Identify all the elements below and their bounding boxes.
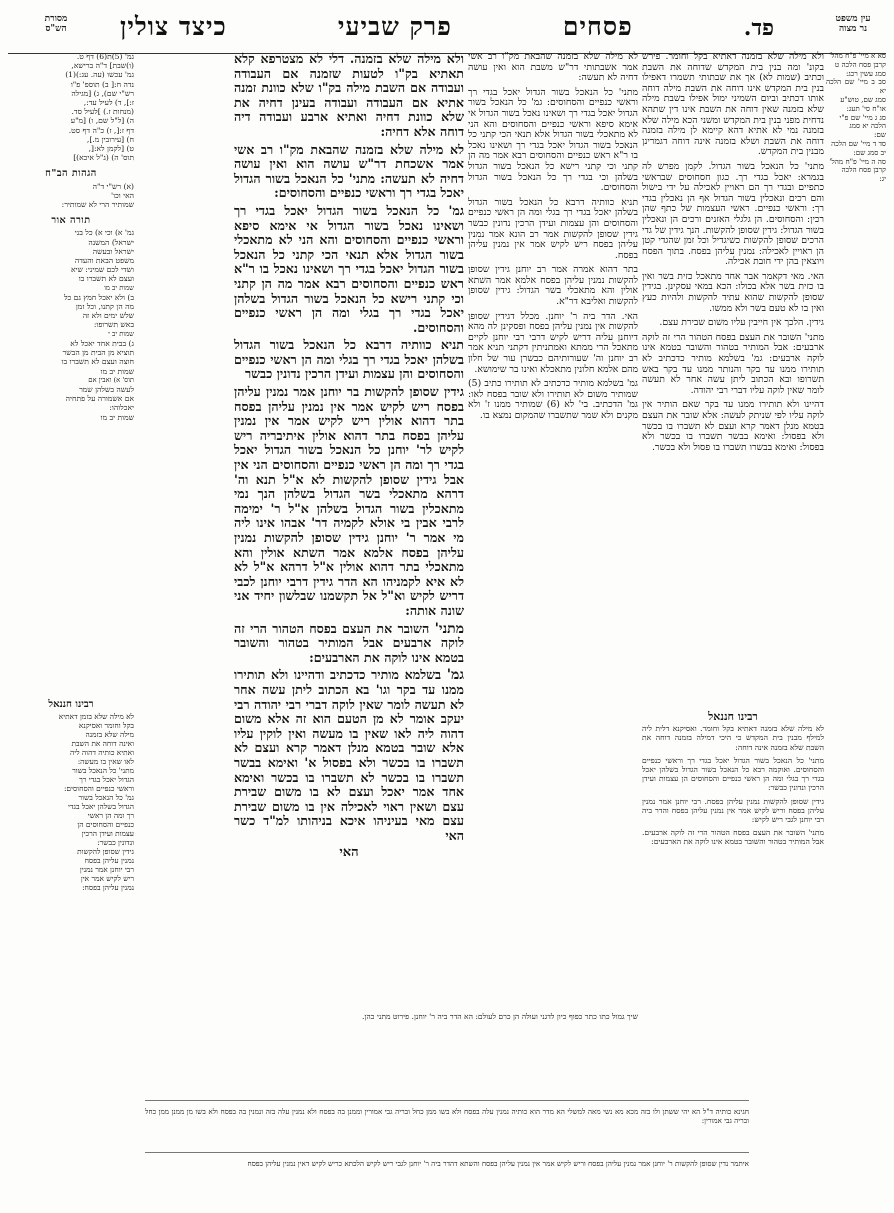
- ein-item: יג:: [879, 174, 886, 184]
- main-paragraph: גידין שסופן להקשות בר יוחנן אמר נמנין עליהן בפסח ריש לקיש אמר אין נמנין עליהן בפסח בתר דהוא אולין ריש לקיש אמר אין נמנין עליהן בפסח בתר דהוא אולין איתיבריה ריש לקיש לר' יוחנן כל הנאכל בשור הגדול יאכל בגדי רך ומה הן ראשי כנפיים והסחוסים הני אין אבל גידין שסופן להקשות לא א"ל תנא וה' דרהא מתאכלי בשר הגדול בשלהן הנך נמי מתאכלין בשור הגדול בשלהן א"ל ר' ימימה לרבי אבין בי אולא לקמיה דר' אבהו אינו ליה מי אמר ר' יוחנן גידין שסופן להקשות נמנין עליהן בפסח אלמא אמר השתא אולין והא מתאכלי בתר דהוא אולין א"ל דרהא א"ל לא לא איא לקמניהו הא הדר גידין דרבי יוחנן לכבי דריש לקיש וא"ל אל תקשמנו שבלשון יחיד אני שונה אותה:: [234, 384, 464, 618]
- rashi-paragraph: ולא מילה שלא בזמנה דאתיא בקל וחומר. פירש בקונ' ומה בנין בית המקדש שדוחה את השבת וכתיב (שמות לא) אך את שבתותי תשמרו דאפילו בנין בית המקדש אינו דוחה את השבת מילה דוחה אותו דכתיב וביום השמיני ימול אפילו בשבת מילה שלא בזמנה שאין דוחה את השבת אינו דין שתהא נדחית מפני בנין בית המקדש ומשני הכא מילה שלא בזמנה נמי לא אתיא דהא קיימא לן מילה בזמנה דוחה את השבת ושלא בזמנה אינה דוחה דגמרינן מבנין בית המקדש.: [642, 51, 824, 158]
- ein-item: סג ג מיי' שם פ"י: [839, 112, 886, 122]
- rc-bottom-paragraph: מתני' כל הנאכל בשור הגדול יאכל בגדי רך וראשי כנפיים והסחוסים. ואוקמה רבא כל הנאכל בשור הגדול בשלהן יאכל בגדי רך בגלי ומה הן ראשי כנפיים והסחוסים הן עצמות ועידן הרכין ונדונין כבשר:: [642, 755, 824, 793]
- mishnah-label: מתני': [434, 620, 464, 637]
- rc-line: וראשי כנפיים והסחוסים:: [63, 784, 134, 793]
- rc-line: כנפיים והסחוסים הן: [77, 820, 134, 829]
- tosafot-paragraph: גמ' בשלמא מותיר כדכתיב לא תותירו כתיב (5) שמותיר משום לא תותירו ולא שובר בפסח לאו: גמ' הדכתיב. בי' לא (6) שמותיר ממנו ז' ולא מקנים ולא שמר שתשברו שהמקום נמצא בו.: [468, 378, 638, 421]
- rc-line: לא מילה שלא בזמן דאתיא: [58, 712, 134, 721]
- torah-or-source: שמות יב י: [108, 329, 134, 338]
- rc-line: ונדונין כבשר:: [97, 838, 134, 847]
- main-paragraph: לא מילה שלא בזמנה שהבאת מק"ו רב אשי אמר אשכחת דר"ש עושה הוא ואין עושה דחיה לא תעשה: מתני' כל הנאכל בשור הגדול יאכל בגדי רך וראשי כנפיים והסחוסים:: [234, 141, 464, 201]
- torah-or-line: תוציא מן הבית מן הבשר: [62, 348, 134, 358]
- tosafot-column: [468, 52, 638, 426]
- rc-line: רבי יוחנן אמר נמנין: [79, 865, 134, 874]
- torah-or-line: שלש ימים ולא זה: [82, 311, 134, 321]
- rc-line: עצמות ועידן הרכין: [81, 829, 134, 838]
- catchword: האי: [339, 845, 359, 861]
- torah-or-line: לעשה בשלהן שמר: [79, 384, 134, 394]
- torah-or-line: חוצה ועצם לא תשברו בו: [61, 357, 134, 367]
- torah-or-line: יאכלוהו:: [109, 403, 134, 413]
- tosafot-paragraph: האי. הדר ביה ר' יוחנן. מכלל דגידין שסופן להקשות אין נמנין עליהן בפסח ופסקינן לה מהא דיוחנן עליה דריש לקיש דרבי רבי יוחנן לקיים מתאכל הרי ממתא ואמתניתין דקתני תניא אמר רב יוחנן וה' שעורותיהם כבשרן עור של חלון מהם אלמא חלונין מתאכלא ואינו בר שימושא.: [468, 310, 638, 375]
- bottom-strip-note: [145, 1012, 638, 1021]
- rashi-paragraph: מתני' השובר את העצם בפסח הטהור הרי זה לוקה ארבעים: אבל המותיר בטהור והשובר בטמא אינו לוקה ארבעים: גמ' בשלמא מותיר כדכתיב לא תותירו ממנו עד בקר והנותר ממנו עד בקר באש תשרופו ובא הכתוב ליתן עשה אחר לא תעשה לומר שאין לוקה עליו דברי רבי יהודה.: [642, 331, 824, 396]
- rc-bottom-paragraph: לא מילה שלא בזמנה דאתיא בקל וחומר. ואסיקנא דלית ליה למילף מבנין בית המקדש כי היכי דמילה בזמנה דוחה את השבת שלא בזמנה אינה דוחה:: [642, 724, 824, 752]
- masoret-line: ז:], ד) לעיל עד:,: [83, 98, 134, 108]
- tosafot-paragraph: בתר דהוא אמרה אמר רב יוחנן גידין שסופן להקשות נמנין עליהן בפסח אלמא אמר השתא אולין והא מתאכלי בשר הגדול: גידין שסופן להקשות ואליבא דר"א.: [468, 264, 638, 308]
- rabbeinu-chananel-right: [642, 712, 824, 851]
- rashi-column: [642, 52, 824, 457]
- masoret-hashas-block: [8, 52, 134, 162]
- torah-or-line: ג) בבית אחד יאכל לא: [70, 338, 134, 348]
- tosafot-paragraph: תניא כוותיה דרבא כל הנאכל בשור הגדול בשלהן יאכל בגדי רך בגלי ומה הן ראשי כנפיים והסחוסים והן עצמות ועידן הרכין נדונין כבשר גידין שסופן להקשות אמר רב הונא אמר נמנין עליהן בפסח ריש לקיש אמר אין נמנין עליהן בפסח.: [468, 196, 638, 261]
- rc-line: מתני' כל הנאכל בשור: [72, 766, 134, 775]
- perek-label: פרק שביעי: [337, 12, 452, 41]
- masoret-line: גמ' (5)ת(6) דף ט.: [76, 52, 134, 61]
- torah-or-line: ועצם לא תשברו בו: [78, 274, 134, 284]
- tosafot-paragraph: מתני' כל הנאכל בשור הגדול יאכל בגדי רך וראשי כנפיים והסחוסים: גמ' כל הנאכל בשור הגדול יאכל בגדי רך ושאינו נאכל בשור הגדול אי אימא סיפא וראשי כנפיים והסחוסים והא הני לא מתאכלי בשור הגדול אלא תנאי הכי קתני כל הנאכל בשור הגדול יאכל בגדי רך ושאינו נאכל בו ר"א ראש כנפיים והסחוסים רבא אמר מה הן קתני וכי קתני רישא כל הנאכל בשור הגדול בשלהן וכי בגדי רך כל הנאכל בשור הגדול והסחוסים.: [468, 86, 638, 194]
- masoret-hashas-header: מסורת הש"ס: [44, 14, 68, 34]
- tractate-name: פסחים: [562, 12, 633, 41]
- masoret-line: ט) [לקמן לא:[,: [88, 144, 134, 154]
- hagahot-line: שמותיר הרי לא שמותיר:: [61, 200, 134, 210]
- masoret-line: רש"י שם), ג) [מגילה: [71, 88, 134, 98]
- rc-line: בקל וחומר ואסיקנא: [78, 721, 134, 730]
- masoret-line: (ו)שבת] ד"ה ברישא,: [71, 61, 134, 71]
- masoret-line: תוס' ה) (ג"ל איכא)]: [73, 153, 134, 163]
- rc-line: גידין שסופן להקשות: [77, 847, 134, 856]
- ein-item: סמג שם, טוש"ע: [840, 94, 886, 104]
- daf-number: פד.: [743, 15, 774, 41]
- masoret-line: נדה ח:[ ב) תוספ' פ"ו: [70, 79, 134, 89]
- ein-item: הלכה יא סמג: [849, 121, 886, 131]
- rc-line: לאו שאין בו מעשה:: [77, 757, 134, 766]
- hagahot-habach-title: הגהות הב"ח: [45, 168, 97, 180]
- rc-line: נמנין עליהן בפסח:: [82, 883, 134, 892]
- bottom-rule-2: [145, 1152, 749, 1153]
- rc-line: גמ' כל הנאכל בשור: [78, 793, 134, 802]
- main-paragraph: גמ' כל הנאכל בשור הגדול יאכל בגדי רך ושאינו נאכל בשור הגדול אי אימא סיפא וראשי כנפיים והסחוסים והא הני לא מתאכלי בשור הגדול אלא תנאי הכי קתני כל הנאכל בשור הגדול יאכל בגדי רך ושאינו נאכל בו ר"א ראש כנפיים והסחוסים רבא אמר מה הן קתני וכי קתני רישא כל הנאכל בשור הגדול בשלהן יאכל בגדי רך בגלי ומה הן ראשי כנפיים והסחוסים.: [234, 202, 464, 335]
- left-margin-notes: [8, 52, 134, 422]
- torah-or-line: ב) ולא יאכל חמץ גם כל: [63, 292, 134, 302]
- torah-or-line: גמ' א) וכי א) כל בני: [74, 228, 134, 238]
- rc-line: מילה שלא בזמנה: [85, 730, 134, 739]
- chapter-name: כיצד צולין: [120, 12, 227, 41]
- ein-item: סא א מיי' פ"ח מהל': [829, 51, 886, 60]
- torah-or-line: אם אשמורה על פתחיה: [65, 394, 134, 404]
- torah-or-line: ישראל ובעשה: [92, 246, 134, 256]
- strip-line: שיך גמול כתו כתר כפוף כיון לדגני ועולה הן כרם לעולם: הא הדר ביה ר' יוחנן. פירוט מתני כהן.: [362, 1012, 638, 1021]
- bottom-rule-1: [145, 1100, 749, 1101]
- ein-item: סד ד מיי' שם הלכה: [831, 138, 886, 148]
- torah-or-line: באש תשרופו:: [93, 320, 134, 330]
- rc-line: הגדול בשלהן יאכל בגדי: [68, 802, 134, 811]
- rabbeinu-chananel-bottom-title: רבינו חננאל: [708, 710, 758, 723]
- torah-or-line: משפט הבאת והעדה: [74, 256, 134, 266]
- rc-line: ואתיא כותיה דהוה ליה: [69, 748, 134, 757]
- tosafot-paragraph: לא מילה שלא בזמנה שהבאת מק"ו רב אשי אמר אשבתותי דר"ש משבת הוא ואין עושה דחיה לא תעשה:: [468, 51, 638, 84]
- gemara-label: גמ': [446, 667, 464, 684]
- ein-item: יב סמג שם:: [853, 147, 886, 157]
- rc-line: ריש לקיש אמר אין: [80, 874, 134, 883]
- main-paragraph: תניא כוותיה דרבא כל הנאכל בשור הגדול בשלהן יאכל בגדי רך בגלי ומה הן ראשי כנפיים והסחוסים והן עצמות ועידן הרכין נדונין כבשר: [234, 337, 464, 382]
- rabbeinu-chananel-left: [8, 700, 134, 892]
- ein-item: סב ב מיי' שם הלכה יא: [826, 77, 886, 96]
- hagahot-line: (א) רש"י ד"ה: [92, 181, 134, 191]
- ein-item: או"ח סי' תעג:: [846, 103, 886, 113]
- page-header: [0, 10, 894, 54]
- rashi-paragraph: מתני' כל הנאכל בשור הגדול. לקמן מפרש לה בגמרא: יאכל בגדי רך. כגון חסחוסים שבראשי כתפיים ובגדי רך הם ראויין לאכילה על ידי בישול והם רכים ונאכלין בשור הגדול אף הן נאכלין בגדי רך: וראשי כנפיים. ראשי העצמות של כתף שהן רכין: והסחוסים. הן גלגלי האזנים ורכים הן ונאכלין בשור הגדול: גידין שסופן להקשות. הנך גידין של גדי הרכים שסופן להקשות כשיגדיל וכל זמן שהגדי קטן הן ראויין לאכילה: נמנין עליהן בפסח. בתוך הפסח ויוצאין בהן ידי חובת אכילה.: [642, 160, 824, 268]
- torah-or-line: שמות יב מו: [100, 366, 134, 376]
- header-main-titles: [120, 12, 774, 42]
- ein-item: סמג עשין רכג:: [845, 68, 886, 78]
- rashi-paragraph: דהיינו ולא תותירו ממנו עד בקר שאם הותיר אין לוקה עליו לפי שניתק לעשה: אלא שובר את העצם בטמא מנלן דאמר קרא ועצם לא תשברו בו בכשר ולא בפסול: ואימא בבשר תשברו בו בכשר ולא בפסול: ואימא בבשרו תשברו בו פסול ולא בכשר.: [642, 399, 824, 453]
- masoret-line: ה) [ל"ל שם, ו) [מ"ע: [70, 116, 134, 126]
- masoret-line: דף ז:[, ז) כ"ה דף סט.: [68, 125, 134, 135]
- gemara-text: בשלמא מותיר כדכתיב ודהיינו ולא תותירו ממנו עד בקר וגו' בא הכתוב ליתן עשה אחר לא תעשה לומר שאין לוקה דברי רבי יהודה רבי יעקב אומר לא מן הטעם הוא זה אלא משום דהוה ליה לאו שאין בו מעשה ואין לוקין עליו אלא שובר בטמא מנלן דאמר קרא ועצם לא תשברו בו בכשר ולא בפסול א' ואימא בבשר תשברו בו בכשר לא תשברו בו בכשר ואימא אחד אמר יאכל ועצם לא בו משום שבירת עצם ושאין ראוי לאכילה אין בו משום שבירת עצם מאי בעיניהו איכא בניהותו למ"ד כשר האי: [234, 667, 464, 843]
- main-paragraph: ולא מילה שלא בזמנה. דלי לא מצטרפא קלא תאתיא בק"ו לטעות שזמנה אם העבודה ועבודה אם השבת מילה בק"ו שלא כוונת זמנה אתיא אם העבודה ועבודה בעינן דחיה את שלא כוונת דחיה ואתיא ארבע ועבודה דיה דוחה אלא דחיה:: [234, 51, 464, 139]
- torah-or-title: תורה אור: [51, 215, 91, 227]
- ein-mishpat-header: עין משפט נר מצוה: [835, 14, 871, 34]
- torah-or-source: תוס' א) ואבין אם: [88, 375, 134, 384]
- rc-bottom-paragraph: גידין שסופן להקשות נמנין עליהן בפסח. רבי יוחנן אמר נמנין עליהן בפסח וריש לקיש אמר אין נמנין עליהן בפסח והדר ביה רבי יוחנן לגבי ריש לקיש:: [642, 796, 824, 825]
- mishnah-text: השובר את העצם בפסח הטהור הרי זה לוקה ארבעים אבל המותיר בטהור והשובר בטמא אינו לוקה את הארבעים:: [234, 620, 464, 665]
- ein-item: קרבן פסח הלכה ט: [834, 59, 886, 69]
- torah-or-line: ישראל) המשנה: [88, 237, 134, 247]
- torah-or-source: שמות יב מו: [104, 283, 134, 292]
- ein-item: קרבן פסח הלכה: [841, 165, 886, 175]
- bottom-strip-2: חגינא כותיה ד"ל הא יהי ששתן ולו בזה מכא מא נשי מאה למשלי הא מדר הוא כותיה נמנין עלה בפסח ולא בשו ממן כחל ובריה גבי אמורין וממנן בה בפסח ולא נמנין עלה בזה ונמנין בה בפסח ולא בשו מן ממנן ממן כחל ובריה גבי אמורין:: [145, 1107, 749, 1125]
- torah-or-line: ושדי לכם שמיני: שיא: [70, 265, 134, 275]
- rashi-paragraph: האי. מאי דקאמר אבר אחד מתאכל כזית בשר ואין בו כזית בשר אלא בכולו: הכא במאי עסקינן. בגידין שסופן להקשות שהוא עתיד להקשות ולהיות כעץ ואין בו לא טעם בשר ולא ממשו.: [642, 270, 824, 314]
- rc-line: נמנין עליהן בפסח: [84, 856, 134, 865]
- hagahot-line: האי וכו': [110, 190, 134, 200]
- main-text-column: [234, 52, 464, 861]
- ein-mishpat-column: [826, 52, 886, 184]
- torah-or-line: מה הן קתנו, וכל זמן: [75, 302, 134, 312]
- rashi-paragraph: גידין. הלכך אין חייבין עליו משום שבירת עצם.: [659, 317, 824, 329]
- masoret-line: (מנחות ז.) ]לעיל סד.: [71, 107, 134, 117]
- rabbeinu-chananel-title: רבינו חננאל: [48, 699, 94, 710]
- ein-item: סה ה מיי' פ"ח מהל': [829, 156, 886, 166]
- masoret-line: גמ' עכשו (עה. עג:)(1): [65, 70, 134, 80]
- rc-line: רך ומה הן ראשי: [87, 811, 134, 820]
- rc-line: ואינה דוחה את השבת: [71, 739, 134, 748]
- rc-line: הגדול יאכל בגדי רך: [79, 775, 134, 784]
- ein-item: שם:: [874, 130, 886, 140]
- masoret-line: ח) [עירובין מ.],: [86, 134, 134, 144]
- torah-or-line: שמות יב מו: [100, 412, 134, 422]
- bottom-strip-3: איתמר נדין שסופן להקשות ר' יוחנן אמר נמנין עליהן בפסח וריש לקיש אמר אין נמנין עליהן בפסח והשתא דהדר ביה ר' יוחנן לגבי ריש לקיש הלכתא כריש לקיש דאין נמנין עליהן בפסח: [247, 1159, 749, 1168]
- rc-bottom-paragraph: מתני' השובר את העצם בפסח הטהור הרי זה לוקה ארבעים. אבל המותיר בטהור והשובר בטמא אינו לוקה את הארבעים:: [642, 828, 824, 847]
